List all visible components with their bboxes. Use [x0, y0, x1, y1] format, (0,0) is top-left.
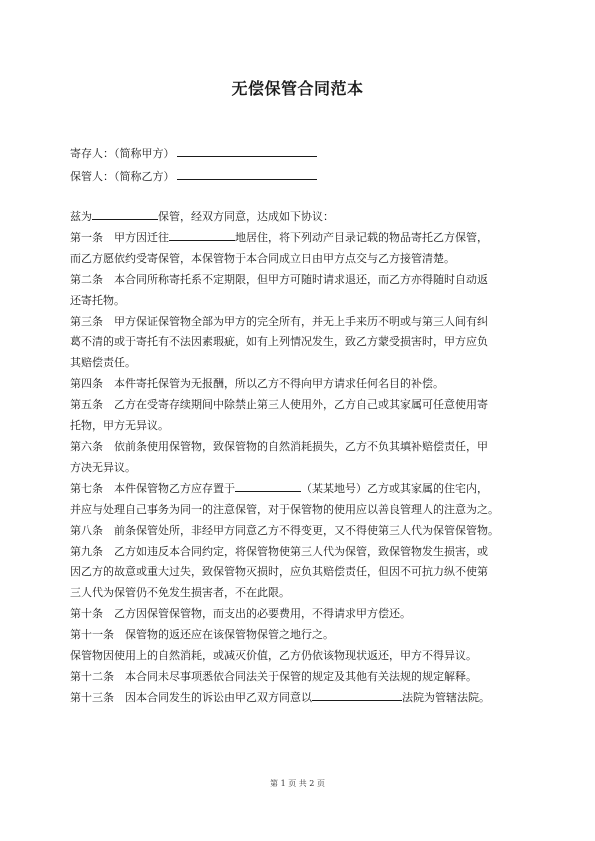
article-7-line-2: 并应与处理自己事务为同一的注意保管，对于保管物的使用应以善良管理人的注意为之。: [70, 502, 499, 516]
document-title: 无偿保管合同范本: [231, 79, 364, 98]
article-3-line-1: 第三条 甲方保证保管物全部为甲方的完全所有，并无上手来历不明或与第三人间有纠: [70, 314, 488, 328]
article-5-line-2: 托物，甲方无异议。: [70, 419, 169, 433]
storage-location-blank: [235, 480, 301, 492]
article-6-line-2: 方决无异议。: [70, 460, 136, 474]
article-2-line-1: 第二条 本合同所称寄托系不定期限，但甲方可随时请求退还，而乙方亦得随时自动返: [70, 272, 488, 286]
article-11-line-1: 第十一条 保管物的返还应在该保管物保管之地行之。: [70, 628, 334, 642]
article-1-line-2: 而乙方愿依约受寄保管，本保管物于本合同成立日由甲方点交与乙方接管清楚。: [70, 251, 455, 265]
article-9-line-3: 三人代为保管仍不免发生损害者，不在此限。: [70, 586, 290, 600]
article-1-line-1: 第一条 甲方因迁往 地居住，将下列动产目录记载的物品寄托乙方保管，: [70, 230, 488, 244]
court-blank: [312, 689, 402, 701]
article-11-line-2: 保管物因使用上的自然消耗，或减灭价值，乙方仍依该物现状返还，甲方不得异议。: [70, 649, 477, 663]
intro-line: 兹为 保管，经双方同意，达成如下协议：: [70, 210, 334, 223]
article-9-line-2: 因乙方的故意或重大过失，致保管物灭损时，应负其赔偿责任，但因不可抗力纵不使第: [70, 565, 488, 579]
article-5-line-1: 第五条 乙方在受寄存续期间中除禁止第三人使用外，乙方自己或其家属可任意使用寄: [70, 398, 488, 412]
article-7-line-1: 第七条 本件保管物乙方应存置于 （某某地号）乙方或其家属的住宅内，: [70, 481, 488, 495]
article-2-line-2: 还寄托物。: [70, 293, 125, 307]
custodian-line: [70, 168, 317, 184]
article-13-line-1: 第十三条 因本合同发生的诉讼由甲乙双方同意以 法院为管辖法院。: [70, 690, 490, 704]
relocation-blank: [169, 229, 235, 241]
article-3-line-3: 其赔偿责任。: [70, 356, 136, 370]
depositor-line: [70, 145, 317, 161]
depositor-blank: [177, 145, 317, 157]
depositor-label: 寄存人：（简称甲方）: [70, 147, 175, 160]
article-8-line-1: 第八条 前条保管处所，非经甲方同意乙方不得变更，又不得使第三人代为保管保管物。: [70, 523, 499, 537]
article-6-line-1: 第六条 依前条使用保管物，致保管物的自然消耗损失，乙方不负其填补赔偿责任，甲: [70, 439, 488, 453]
article-10-line-1: 第十条 乙方因保管保管物，而支出的必要费用，不得请求甲方偿还。: [70, 607, 411, 621]
article-9-line-1: 第九条 乙方如违反本合同约定，将保管物使第三人代为保管，致保管物发生损害，或: [70, 544, 488, 558]
article-3-line-2: 葛不清的或于寄托有不法因素瑕疵，如有上列情况发生，致乙方蒙受损害时，甲方应负: [70, 335, 488, 349]
contract-body: [70, 207, 532, 709]
custodian-blank: [177, 168, 317, 180]
purpose-blank: [92, 208, 158, 220]
custodian-label: 保管人：（简称乙方）: [70, 170, 175, 183]
article-4-line-1: 第四条 本件寄托保管为无报酬，所以乙方不得向甲方请求任何名目的补偿。: [70, 377, 444, 391]
article-12-line-1: 第十二条 本合同未尽事项悉依合同法关于保管的规定及其他有关法规的规定解释。: [70, 669, 477, 683]
page-number: 第 1 页 共 2 页: [270, 779, 325, 788]
